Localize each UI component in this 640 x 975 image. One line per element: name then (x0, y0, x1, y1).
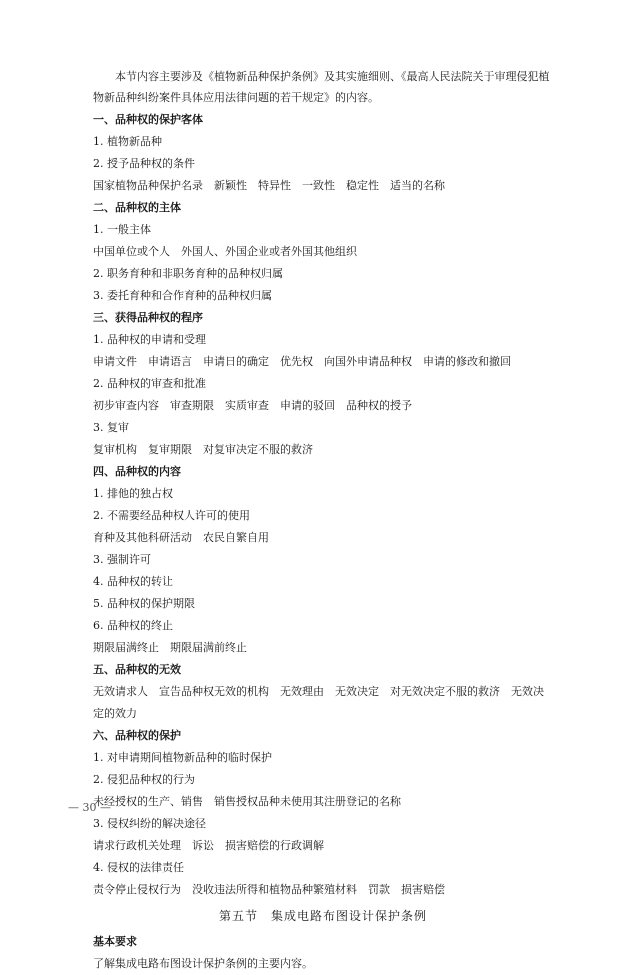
term: 申请文件 (93, 355, 137, 368)
term: 复审机构 (93, 443, 137, 456)
heading-s5: 五、品种权的无效 (93, 663, 181, 676)
item-s6-3: 3. 侵权纠纷的解决途径 (93, 817, 206, 830)
item-s1-1: 1. 植物新品种 (93, 135, 162, 148)
term: 向国外申请品种权 (324, 355, 412, 368)
term: 农民自繁自用 (203, 531, 269, 544)
terms-s3-1 (93, 351, 553, 373)
term: 申请语言 (148, 355, 192, 368)
heading-s2: 二、品种权的主体 (93, 201, 181, 214)
item-s4-6: 6. 品种权的终止 (93, 619, 173, 632)
item-s6-4: 4. 侵权的法律责任 (93, 861, 184, 874)
term: 特异性 (258, 179, 291, 192)
text-s6-2: 请求行政机关处理 诉讼 损害赔偿的行政调解 (93, 839, 324, 852)
text-s2-subjects: 中国单位或个人 外国人、外国企业或者外国其他组织 (93, 245, 357, 258)
term: 申请的修改和撤回 (423, 355, 511, 368)
terms-s3-2 (93, 395, 553, 417)
item-s4-3: 3. 强制许可 (93, 553, 151, 566)
terms-s3-3 (93, 439, 553, 461)
term: 实质审查 (225, 399, 269, 412)
term: 新颖性 (214, 179, 247, 192)
text-s6-3: 责令停止侵权行为 没收违法所得和植物品种繁殖材料 罚款 损害赔偿 (93, 883, 445, 896)
item-s3-3: 3. 复审 (93, 421, 129, 434)
section-title: 第五节 集成电路布图设计保护条例 (218, 909, 427, 923)
term: 审查期限 (170, 399, 214, 412)
heading-s1: 一、品种权的保护客体 (93, 113, 203, 126)
term: 品种权的授予 (346, 399, 412, 412)
term: 对复审决定不服的救济 (203, 443, 313, 456)
item-s2-2: 2. 职务育种和非职务育种的品种权归属 (93, 267, 283, 280)
term: 国家植物品种保护名录 (93, 179, 203, 192)
item-s4-5: 5. 品种权的保护期限 (93, 597, 195, 610)
heading-s4: 四、品种权的内容 (93, 465, 181, 478)
item-s4-4: 4. 品种权的转让 (93, 575, 173, 588)
heading-basic-requirements: 基本要求 (93, 935, 137, 948)
terms-s4-2 (93, 637, 553, 659)
intro-paragraph: 本节内容主要涉及《植物新品种保护条例》及其实施细则、《最高人民法院关于审理侵犯植物新品种纠纷案件具体应用法律问题的若干规定》的内容。 (93, 70, 550, 104)
text-s5: 无效请求人 宣告品种权无效的机构 无效理由 无效决定 对无效决定不服的救济 无效决定的效力 (93, 685, 544, 720)
item-s6-2: 2. 侵犯品种权的行为 (93, 773, 195, 786)
term: 复审期限 (148, 443, 192, 456)
term: 一致性 (302, 179, 335, 192)
heading-s6: 六、品种权的保护 (93, 729, 181, 742)
item-s6-1: 1. 对申请期间植物新品种的临时保护 (93, 751, 272, 764)
item-s2-3: 3. 委托育种和合作育种的品种权归属 (93, 289, 272, 302)
term: 适当的名称 (390, 179, 445, 192)
page-content (93, 66, 553, 975)
text-basic-requirements: 了解集成电路布图设计保护条例的主要内容。 (93, 957, 313, 970)
page-number: — 30 — (68, 801, 111, 814)
item-s1-2: 2. 授予品种权的条件 (93, 157, 195, 170)
item-s2-1: 1. 一般主体 (93, 223, 151, 236)
term: 稳定性 (346, 179, 379, 192)
term: 期限届满前终止 (170, 641, 247, 654)
term: 育种及其他科研活动 (93, 531, 192, 544)
terms-s1 (93, 175, 553, 197)
term: 初步审查内容 (93, 399, 159, 412)
item-s4-1: 1. 排他的独占权 (93, 487, 173, 500)
term: 申请日的确定 (203, 355, 269, 368)
terms-s4-1 (93, 527, 553, 549)
term: 优先权 (280, 355, 313, 368)
heading-s3: 三、获得品种权的程序 (93, 311, 203, 324)
term: 期限届满终止 (93, 641, 159, 654)
term: 申请的驳回 (280, 399, 335, 412)
text-s6-1: 未经授权的生产、销售 销售授权品种未使用其注册登记的名称 (93, 795, 401, 808)
item-s3-2: 2. 品种权的审查和批准 (93, 377, 206, 390)
item-s3-1: 1. 品种权的申请和受理 (93, 333, 206, 346)
item-s4-2: 2. 不需要经品种权人许可的使用 (93, 509, 250, 522)
